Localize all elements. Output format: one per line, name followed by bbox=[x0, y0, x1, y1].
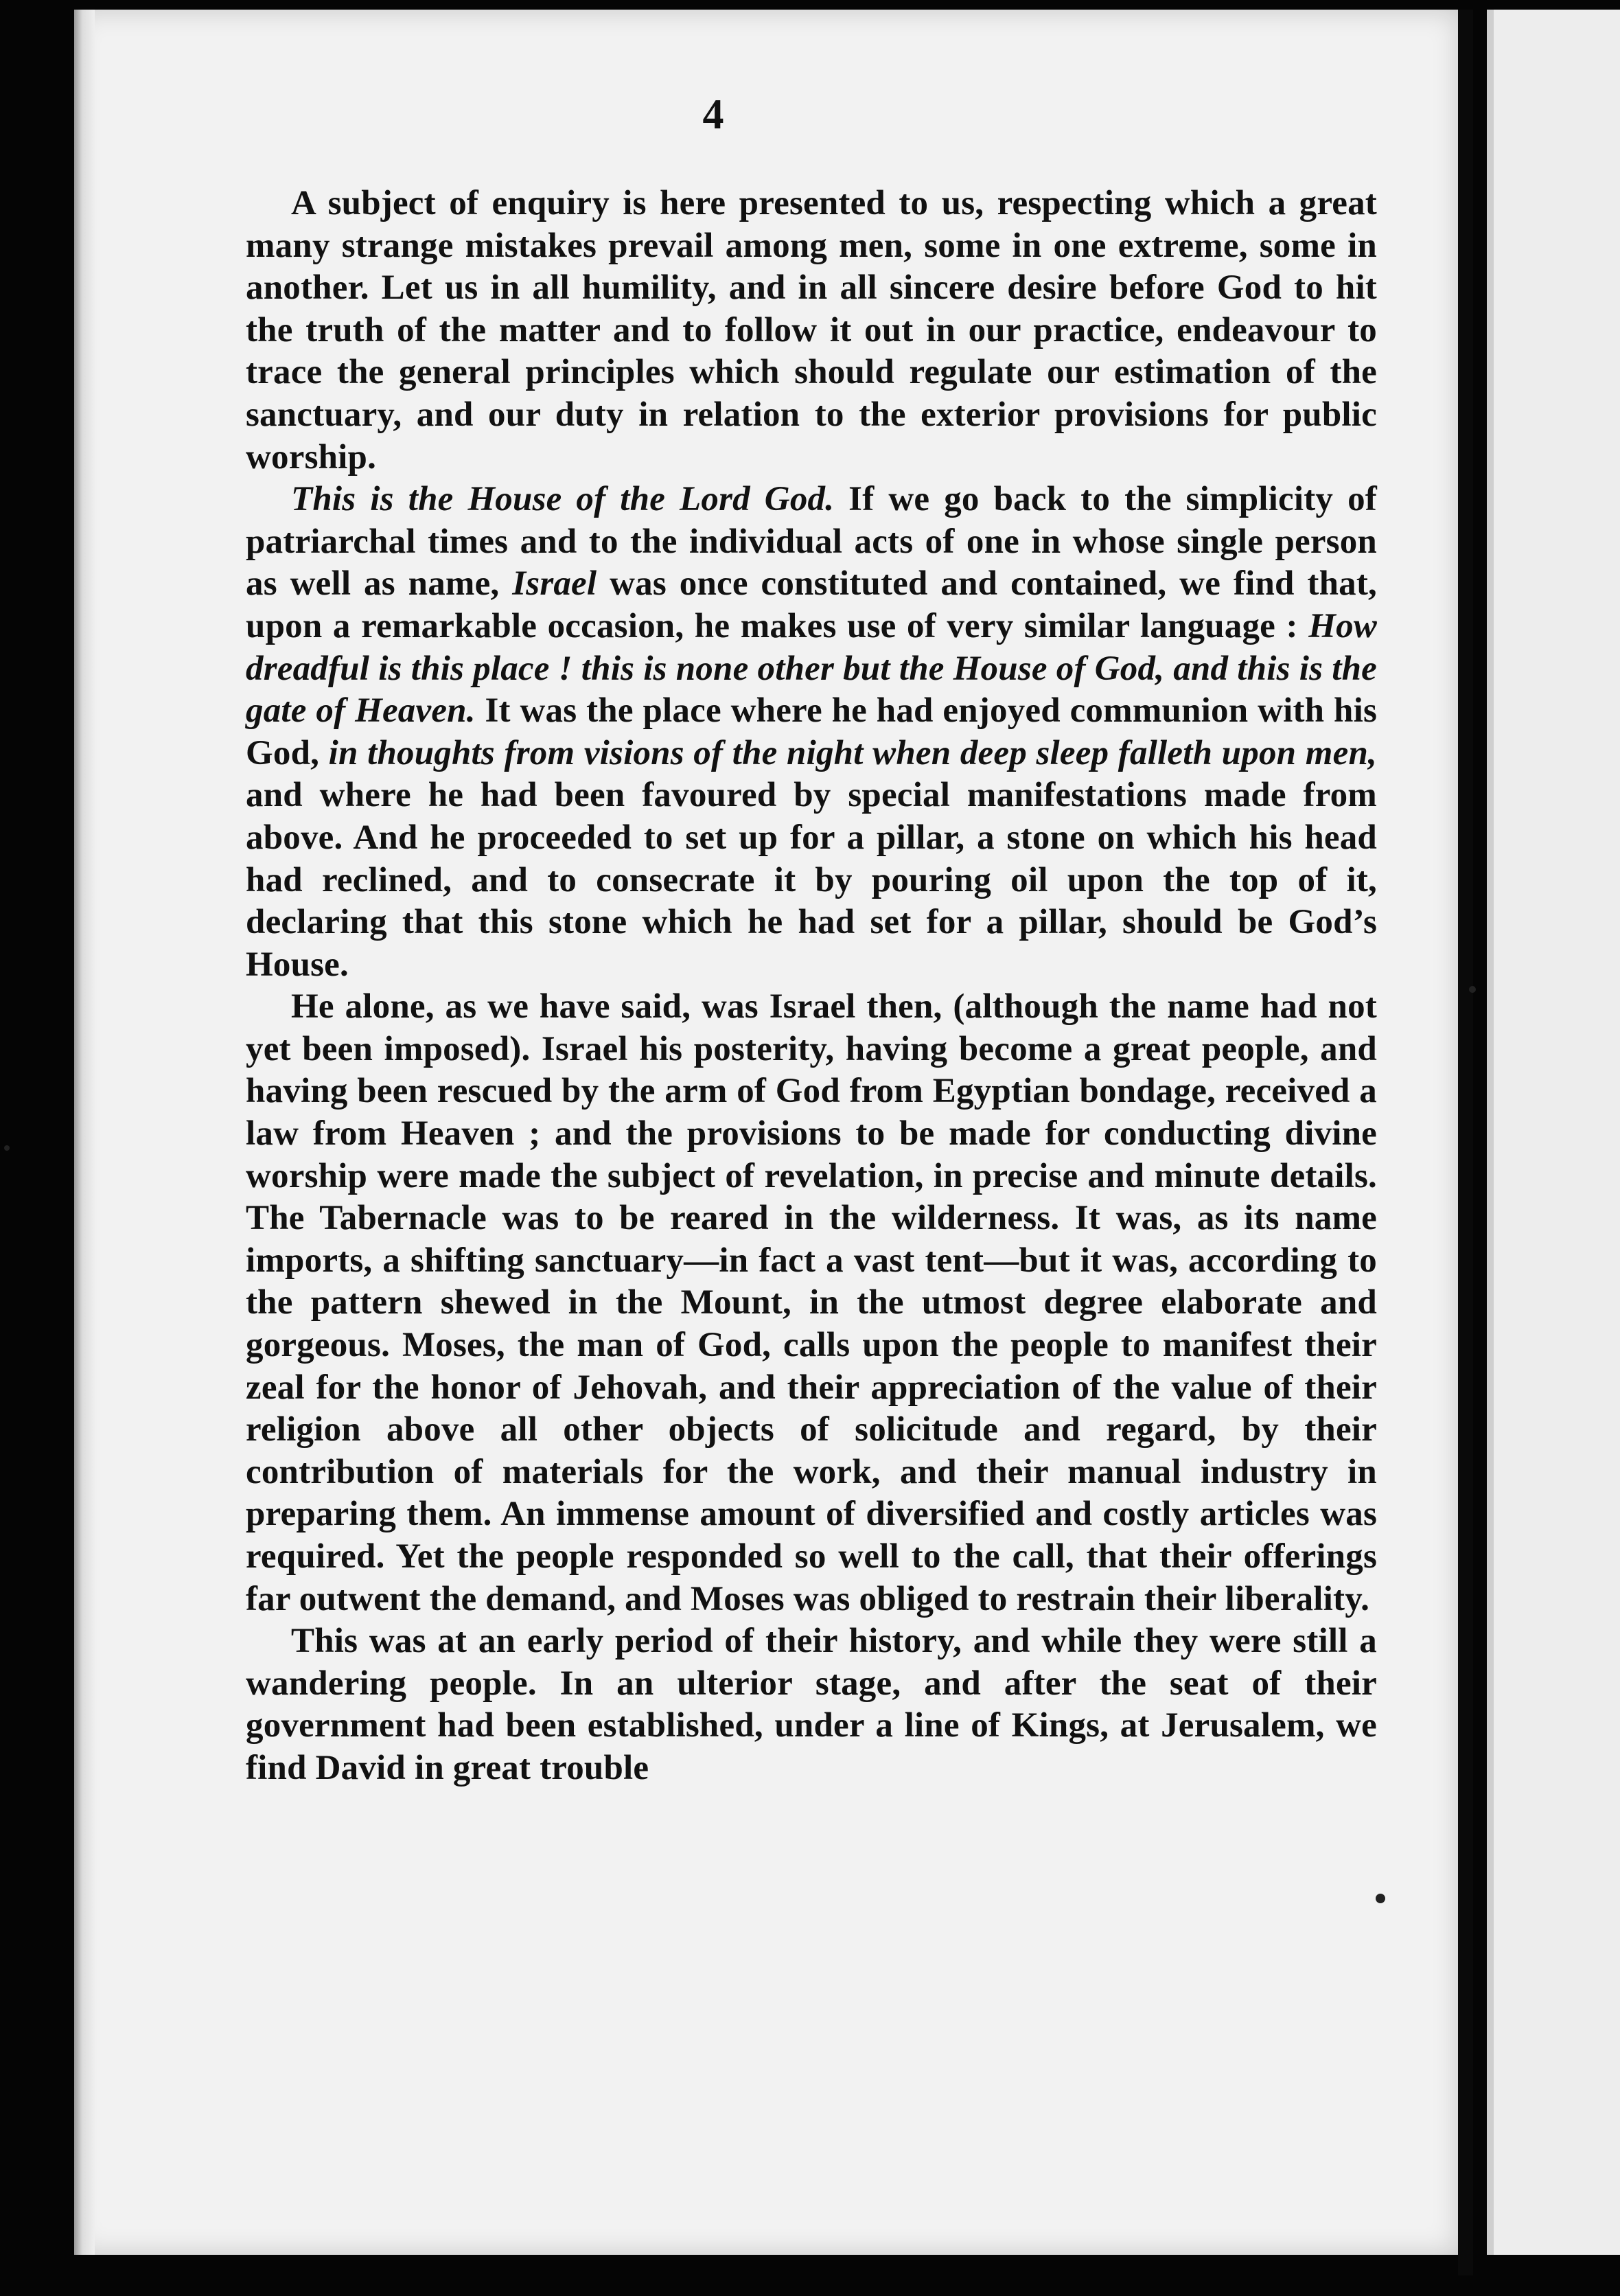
paragraph-3 bbox=[246, 986, 1377, 1620]
paragraph-1 bbox=[246, 183, 1377, 479]
scan-speck bbox=[4, 1145, 10, 1151]
paragraph-2-italic-dreadful: How dreadful is this place ! this is none other but the House of God, and this is the gate of Heaven. bbox=[246, 606, 1377, 731]
paragraph-2-text-a: If we go back to the simplicity of patriarchal times and to the individual acts of one in whose single person as well as name, bbox=[246, 480, 1377, 604]
paragraph-2-text-c: It was the place where he had enjoyed communion with his God, bbox=[246, 691, 1377, 772]
paragraph-4 bbox=[246, 1620, 1377, 1789]
page-number: 4 bbox=[702, 91, 724, 138]
scan-speck bbox=[1376, 1894, 1385, 1903]
paragraph-2-text-d: and where he had been favoured by special manifestations made from above. And he proceeded to set up for a pillar, a stone on which his head had reclined, and to consecrate it by pouring oil upon the top of it, declaring that this stone which he had set for a pillar, should be God’s House. bbox=[246, 776, 1377, 984]
paragraph-2-italic-visions: in thoughts from visions of the night when deep sleep falleth upon men, bbox=[328, 733, 1377, 772]
page-left-edge bbox=[74, 10, 95, 2255]
paragraph-2 bbox=[246, 479, 1377, 986]
body-text bbox=[246, 183, 1377, 1790]
paragraph-2-italic-quote: This is the House of the Lord God. bbox=[291, 480, 835, 519]
page-gutter bbox=[1458, 10, 1473, 2275]
paragraph-4-text: This was at an early period of their history, and while they were still a wandering people. In an ulterior stage, and after the seat of their government had been established, under a line of Kings, at Jerusalem, we find David in great trouble bbox=[246, 1622, 1377, 1787]
document-page bbox=[74, 10, 1459, 2255]
paragraph-3-text: He alone, as we have said, was Israel then, (although the name had not yet been imposed). Israel his posterity, having become a great people, and having been rescued by the arm of God from Egyptian bondage, received a law from Heaven ; and the provisions to be made for conducting divine worship were made the subject of revelation, in precise and minute details. The Tabernacle was to be reared in the wilderness. It was, as its name imports, a shifting sanctuary—in fact a vast tent—but it was, according to the pattern shewed in the Mount, in the utmost degree elaborate and gorgeous. Moses, the man of God, calls upon the people to manifest their zeal for the honor of Jehovah, and their appreciation of the value of their religion above all other objects of solicitude and regard, by their contribution of materials for the work, and their manual industry in preparing them. An immense amount of diversified and costly articles was required. Yet the people responded so well to the call, that their offerings far outwent the demand, and Moses was obliged to restrain their liberality. bbox=[246, 987, 1377, 1618]
paragraph-2-text-b: was once constituted and contained, we find that, upon a remarkable occasion, he makes use of very similar language : bbox=[246, 564, 1377, 645]
paragraph-2-italic-israel: Israel bbox=[512, 564, 597, 604]
paragraph-1-text: A subject of enquiry is here presented to us, respecting which a great many strange mistakes prevail among men, some in one extreme, some in another. Let us in all humility, and in all sincere desire before God to hit the truth of the matter and to follow it out in our practice, endeavour to trace the general principles which should regulate our estimation of the sanctuary, and our duty in relation to the exterior provisions for public worship. bbox=[246, 184, 1377, 477]
adjacent-page-edge bbox=[1487, 10, 1494, 2255]
adjacent-page bbox=[1487, 10, 1620, 2255]
scan-speck bbox=[1469, 986, 1476, 993]
